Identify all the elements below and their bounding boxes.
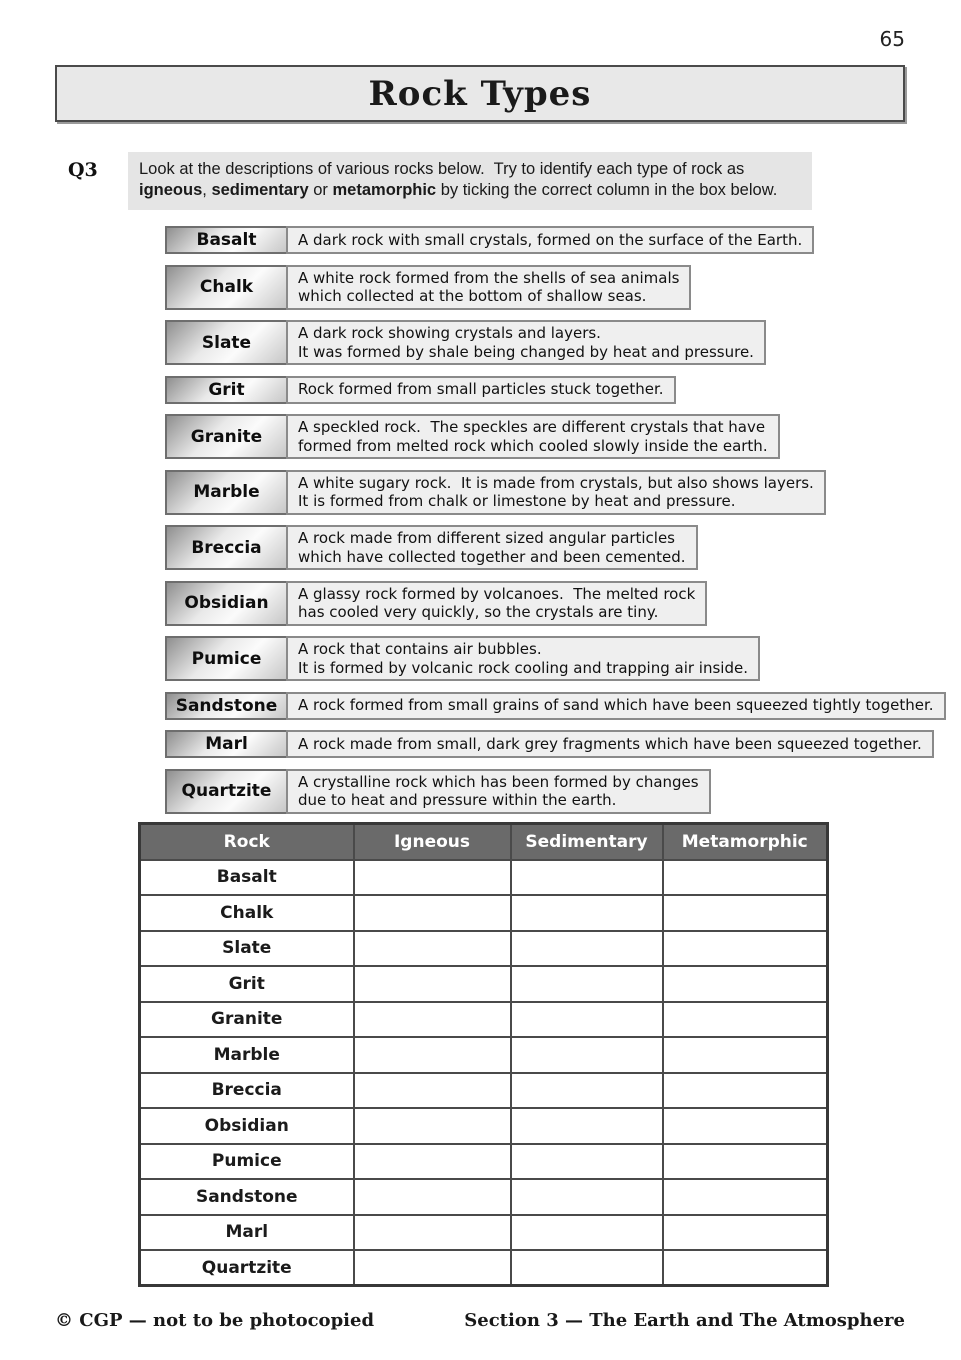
description-row-sandstone — [165, 692, 946, 720]
tick-cell-marble-igneous[interactable] — [354, 1037, 511, 1073]
page-number: 65 — [879, 27, 905, 51]
tick-cell-pumice-sedimentary[interactable] — [511, 1144, 663, 1180]
tick-cell-grit-metamorphic[interactable] — [663, 966, 828, 1002]
instruction-rest: by ticking the correct column in the box below. — [436, 181, 778, 199]
rock-description-box — [286, 226, 814, 254]
rock-cell-breccia: Breccia — [140, 1073, 354, 1109]
instruction-line1: Look at the descriptions of various rocks below. Try to identify each type of rock as — [139, 160, 745, 178]
rock-name-box: Marl — [165, 730, 288, 758]
tick-cell-marble-sedimentary[interactable] — [511, 1037, 663, 1073]
rock-cell-pumice: Pumice — [140, 1144, 354, 1180]
rock-description-line: A white sugary rock. It is made from crystals, but also shows layers. — [298, 473, 814, 492]
description-row-pumice — [165, 636, 946, 681]
description-row-marl — [165, 730, 946, 758]
rock-description-line: formed from melted rock which cooled slowly inside the earth. — [298, 436, 768, 455]
rock-name-box: Obsidian — [165, 581, 288, 626]
description-list — [165, 226, 946, 824]
instruction-sep: , — [202, 181, 212, 199]
column-header-metamorphic: Metamorphic — [663, 824, 828, 860]
tick-table — [138, 822, 829, 1287]
tick-cell-quartzite-sedimentary[interactable] — [511, 1250, 663, 1286]
tick-cell-quartzite-metamorphic[interactable] — [663, 1250, 828, 1286]
tick-table-row-breccia — [140, 1073, 828, 1109]
tick-cell-breccia-sedimentary[interactable] — [511, 1073, 663, 1109]
rock-description-box — [286, 692, 946, 720]
rock-description-line: A white rock formed from the shells of sea animals — [298, 268, 680, 287]
tick-cell-granite-metamorphic[interactable] — [663, 1002, 828, 1038]
rock-description-box — [286, 581, 707, 626]
tick-cell-sandstone-igneous[interactable] — [354, 1179, 511, 1215]
rock-description-line: It is formed from chalk or limestone by heat and pressure. — [298, 492, 736, 510]
rock-description-box — [286, 376, 676, 404]
rock-cell-grit: Grit — [140, 966, 354, 1002]
tick-table-body — [140, 860, 828, 1286]
rock-description-line: A dark rock showing crystals and layers. — [298, 324, 601, 342]
rock-description-line: which have collected together and been cemented. — [298, 547, 686, 566]
tick-cell-basalt-sedimentary[interactable] — [511, 860, 663, 896]
tick-cell-pumice-metamorphic[interactable] — [663, 1144, 828, 1180]
page-title: Rock Types — [368, 73, 592, 114]
tick-table-row-pumice — [140, 1144, 828, 1180]
question-label: Q3 — [68, 159, 98, 181]
title-box — [55, 65, 905, 122]
column-header-igneous: Igneous — [354, 824, 511, 860]
rock-name-box: Sandstone — [165, 692, 288, 720]
tick-table-row-marl — [140, 1215, 828, 1251]
tick-cell-granite-igneous[interactable] — [354, 1002, 511, 1038]
rock-name-box: Marble — [165, 470, 288, 515]
description-row-granite — [165, 414, 946, 459]
tick-cell-grit-sedimentary[interactable] — [511, 966, 663, 1002]
tick-cell-chalk-metamorphic[interactable] — [663, 895, 828, 931]
rock-description-line: which collected at the bottom of shallow seas. — [298, 287, 647, 305]
tick-cell-granite-sedimentary[interactable] — [511, 1002, 663, 1038]
tick-cell-slate-sedimentary[interactable] — [511, 931, 663, 967]
rock-description-box — [286, 636, 760, 681]
rock-cell-chalk: Chalk — [140, 895, 354, 931]
description-row-breccia — [165, 525, 946, 570]
tick-cell-grit-igneous[interactable] — [354, 966, 511, 1002]
rock-description-line: Rock formed from small particles stuck together. — [298, 380, 664, 399]
tick-cell-sandstone-sedimentary[interactable] — [511, 1179, 663, 1215]
rock-description-line: A rock formed from small grains of sand which have been squeezed tightly together. — [298, 696, 934, 715]
tick-cell-marl-sedimentary[interactable] — [511, 1215, 663, 1251]
rock-description-line: It is formed by volcanic rock cooling and trapping air inside. — [298, 658, 748, 677]
rock-description-line: has cooled very quickly, so the crystals are tiny. — [298, 603, 659, 621]
rock-description-line: A rock made from small, dark grey fragments which have been squeezed together. — [298, 734, 922, 753]
tick-table-row-granite — [140, 1002, 828, 1038]
question-instruction — [128, 152, 812, 210]
tick-table-row-chalk — [140, 895, 828, 931]
tick-cell-pumice-igneous[interactable] — [354, 1144, 511, 1180]
tick-cell-marble-metamorphic[interactable] — [663, 1037, 828, 1073]
description-row-slate — [165, 320, 946, 365]
rock-cell-basalt: Basalt — [140, 860, 354, 896]
column-header-rock: Rock — [140, 824, 354, 860]
rock-description-box — [286, 414, 780, 459]
rock-cell-slate: Slate — [140, 931, 354, 967]
tick-cell-chalk-igneous[interactable] — [354, 895, 511, 931]
tick-cell-breccia-metamorphic[interactable] — [663, 1073, 828, 1109]
rock-description-line: A rock made from different sized angular particles — [298, 529, 675, 547]
tick-cell-sandstone-metamorphic[interactable] — [663, 1179, 828, 1215]
footer-copyright: © CGP — not to be photocopied — [55, 1310, 375, 1331]
keyword-igneous: igneous — [139, 181, 203, 199]
keyword-sedimentary: sedimentary — [211, 181, 309, 199]
description-row-marble — [165, 470, 946, 515]
rock-cell-marble: Marble — [140, 1037, 354, 1073]
tick-cell-marl-igneous[interactable] — [354, 1215, 511, 1251]
tick-cell-slate-igneous[interactable] — [354, 931, 511, 967]
rock-description-line: It was formed by shale being changed by heat and pressure. — [298, 342, 754, 361]
rock-name-box: Basalt — [165, 226, 288, 254]
rock-cell-sandstone: Sandstone — [140, 1179, 354, 1215]
rock-description-box — [286, 320, 766, 365]
rock-description-box — [286, 525, 698, 570]
description-row-quartzite — [165, 769, 946, 814]
tick-table-row-basalt — [140, 860, 828, 896]
tick-cell-chalk-sedimentary[interactable] — [511, 895, 663, 931]
rock-cell-marl: Marl — [140, 1215, 354, 1251]
rock-name-box: Pumice — [165, 636, 288, 681]
column-header-sedimentary: Sedimentary — [511, 824, 663, 860]
description-row-basalt — [165, 226, 946, 254]
footer-section: Section 3 — The Earth and The Atmosphere — [464, 1310, 905, 1331]
tick-cell-obsidian-igneous[interactable] — [354, 1108, 511, 1144]
tick-cell-basalt-metamorphic[interactable] — [663, 860, 828, 896]
tick-table-row-marble — [140, 1037, 828, 1073]
tick-cell-slate-metamorphic[interactable] — [663, 931, 828, 967]
tick-table-row-obsidian — [140, 1108, 828, 1144]
description-row-chalk — [165, 265, 946, 310]
tick-table-row-slate — [140, 931, 828, 967]
tick-cell-marl-metamorphic[interactable] — [663, 1215, 828, 1251]
instruction-sep: or — [308, 181, 333, 199]
description-row-obsidian — [165, 581, 946, 626]
rock-description-box — [286, 470, 826, 515]
rock-cell-obsidian: Obsidian — [140, 1108, 354, 1144]
tick-table-header-row — [140, 824, 828, 860]
tick-table-row-sandstone — [140, 1179, 828, 1215]
tick-table-row-quartzite — [140, 1250, 828, 1286]
keyword-metamorphic: metamorphic — [332, 181, 437, 199]
rock-description-line: A speckled rock. The speckles are different crystals that have — [298, 418, 766, 436]
tick-cell-basalt-igneous[interactable] — [354, 860, 511, 896]
rock-description-line: A dark rock with small crystals, formed on the surface of the Earth. — [298, 230, 803, 249]
rock-name-box: Breccia — [165, 525, 288, 570]
rock-description-box — [286, 265, 691, 310]
description-row-grit — [165, 376, 946, 404]
tick-cell-breccia-igneous[interactable] — [354, 1073, 511, 1109]
rock-description-line: A glassy rock formed by volcanoes. The melted rock — [298, 584, 696, 603]
tick-cell-obsidian-sedimentary[interactable] — [511, 1108, 663, 1144]
rock-name-box: Granite — [165, 414, 288, 459]
rock-description-box — [286, 769, 711, 814]
rock-description-line: A crystalline rock which has been formed by changes — [298, 772, 699, 791]
rock-cell-granite: Granite — [140, 1002, 354, 1038]
rock-description-line: A rock that contains air bubbles. — [298, 640, 542, 658]
rock-description-line: due to heat and pressure within the earth. — [298, 791, 617, 809]
rock-name-box: Quartzite — [165, 769, 288, 814]
rock-cell-quartzite: Quartzite — [140, 1250, 354, 1286]
tick-cell-obsidian-metamorphic[interactable] — [663, 1108, 828, 1144]
rock-description-box — [286, 730, 934, 758]
tick-cell-quartzite-igneous[interactable] — [354, 1250, 511, 1286]
rock-name-box: Slate — [165, 320, 288, 365]
rock-name-box: Grit — [165, 376, 288, 404]
tick-table-row-grit — [140, 966, 828, 1002]
rock-name-box: Chalk — [165, 265, 288, 310]
